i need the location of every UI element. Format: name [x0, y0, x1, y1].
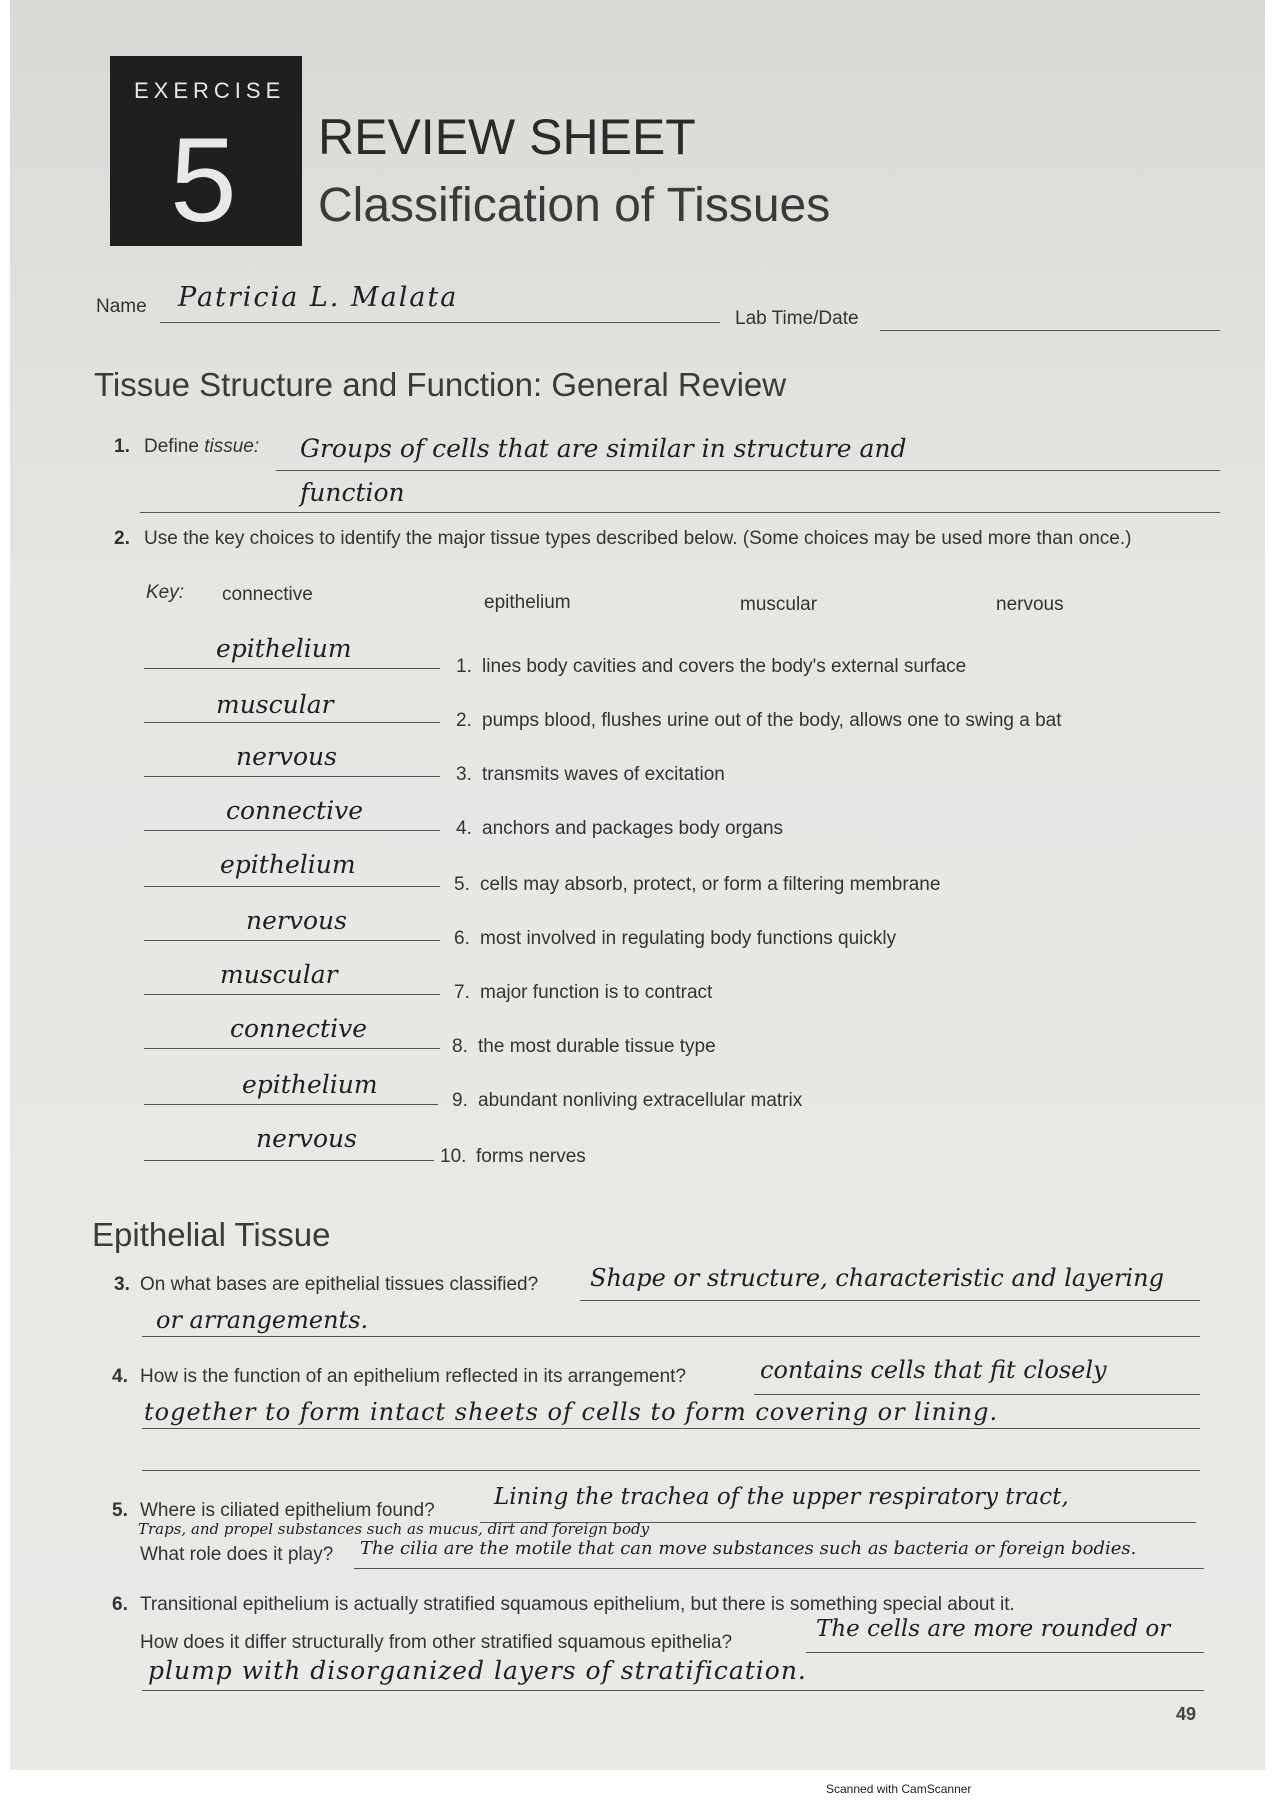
exercise-label: EXERCISE	[134, 78, 286, 103]
item-text: pumps blood, flushes urine out of the body, allows one to swing a bat	[482, 710, 1062, 731]
q6-text-a: Transitional epithelium is actually stratified squamous epithelium, but there is something special about it.	[140, 1594, 1015, 1615]
q2-text: Use the key choices to identify the major tissue types described below. (Some choices may be used more than once.)	[144, 528, 1132, 549]
q3-line-2	[142, 1336, 1200, 1337]
q2-answer-5[interactable]: epithelium	[220, 850, 356, 879]
q6-line-1	[806, 1652, 1204, 1653]
q5-line-2	[354, 1568, 1204, 1569]
labtime-label: Lab Time/Date	[735, 308, 859, 329]
q3-number: 3.	[114, 1274, 130, 1295]
name-field[interactable]: Patricia L. Malata	[178, 282, 459, 313]
q4-answer-line-1[interactable]: contains cells that fit closely	[760, 1356, 1107, 1384]
answer-line	[144, 722, 440, 723]
key-epithelium: epithelium	[484, 592, 571, 613]
q4-line-2	[142, 1428, 1200, 1429]
item-number: 5.	[454, 874, 470, 895]
answer-line	[144, 886, 440, 887]
q6-line-2	[142, 1690, 1204, 1691]
q2-answer-9[interactable]: epithelium	[242, 1070, 378, 1099]
q5-number: 5.	[112, 1500, 128, 1521]
q1-answer-line-1[interactable]: Groups of cells that are similar in structure and	[300, 434, 907, 463]
item-text: anchors and packages body organs	[482, 818, 784, 839]
exercise-badge	[110, 56, 302, 246]
item-text: major function is to contract	[480, 982, 713, 1003]
q3-text: On what bases are epithelial tissues classified?	[140, 1274, 539, 1295]
q5-answer-a-note[interactable]: Traps, and propel substances such as mucus, dirt and foreign body	[138, 1520, 650, 1538]
item-number: 1.	[456, 656, 472, 677]
item-text: abundant nonliving extracellular matrix	[478, 1090, 803, 1111]
answer-line	[144, 1048, 440, 1049]
q2-answer-1[interactable]: epithelium	[216, 634, 352, 663]
q1-text: Define tissue:	[144, 436, 260, 457]
q2-answer-3[interactable]: nervous	[236, 742, 337, 771]
key-muscular: muscular	[740, 594, 818, 615]
q1-answer-line-2[interactable]: function	[300, 478, 405, 507]
q4-answer-line-2[interactable]: together to form intact sheets of cells to form covering or lining.	[144, 1398, 999, 1426]
section-epithelial-heading: Epithelial Tissue	[92, 1216, 331, 1253]
q2-answer-10[interactable]: nervous	[256, 1124, 357, 1153]
q2-answer-7[interactable]: muscular	[220, 960, 338, 989]
q3-line-1	[580, 1300, 1200, 1301]
answer-line	[144, 776, 440, 777]
item-text: forms nerves	[476, 1146, 586, 1167]
q1-line-2	[140, 512, 1220, 513]
item-number: 4.	[456, 818, 472, 839]
q4-number: 4.	[112, 1366, 128, 1387]
page-number: 49	[1176, 1704, 1197, 1724]
answer-line	[144, 940, 440, 941]
q4-line-3	[142, 1470, 1200, 1471]
item-number: 7.	[454, 982, 470, 1003]
review-sheet-page	[10, 0, 1265, 1770]
item-text: most involved in regulating body functions quickly	[480, 928, 897, 949]
item-number: 3.	[456, 764, 472, 785]
answer-line	[144, 1104, 438, 1105]
item-text: lines body cavities and covers the body's external surface	[482, 656, 967, 677]
item-number: 8.	[452, 1036, 468, 1057]
q3-answer-line-1[interactable]: Shape or structure, characteristic and layering	[590, 1264, 1164, 1292]
q5-text-b: What role does it play?	[140, 1544, 334, 1565]
page-subtitle: Classification of Tissues	[318, 179, 831, 232]
answer-line	[144, 830, 440, 831]
q6-answer-line-2[interactable]: plump with disorganized layers of stratification.	[148, 1656, 807, 1685]
q2-answer-8[interactable]: connective	[230, 1014, 368, 1043]
key-connective: connective	[222, 584, 313, 605]
q5-answer-b[interactable]: The cilia are the motile that can move substances such as bacteria or foreign bodies.	[360, 1538, 1137, 1559]
item-text: transmits waves of excitation	[482, 764, 725, 785]
q2-answer-4[interactable]: connective	[226, 796, 364, 825]
q6-answer-line-1[interactable]: The cells are more rounded or	[816, 1616, 1171, 1642]
key-nervous: nervous	[996, 594, 1064, 615]
answer-line	[144, 994, 440, 995]
item-text: cells may absorb, protect, or form a filtering membrane	[480, 874, 941, 895]
q4-text: How is the function of an epithelium reflected in its arrangement?	[140, 1366, 687, 1387]
exercise-number: 5	[170, 113, 237, 247]
item-number: 6.	[454, 928, 470, 949]
section-general-review-heading: Tissue Structure and Function: General Review	[94, 366, 787, 403]
name-line	[160, 322, 720, 323]
q3-answer-line-2[interactable]: or arrangements.	[156, 1306, 369, 1334]
q2-answer-6[interactable]: nervous	[246, 906, 347, 935]
item-text: the most durable tissue type	[478, 1036, 716, 1057]
q1-line-1	[276, 470, 1220, 471]
item-number: 9.	[452, 1090, 468, 1111]
q5-text-a: Where is ciliated epithelium found?	[140, 1500, 435, 1521]
item-number: 10.	[440, 1146, 467, 1167]
q2-number: 2.	[114, 528, 130, 549]
answer-line	[144, 1160, 434, 1161]
page-title: REVIEW SHEET	[318, 109, 696, 165]
name-label: Name	[96, 296, 147, 317]
q5-answer-a[interactable]: Lining the trachea of the upper respiratory tract,	[494, 1484, 1069, 1510]
q2-answer-2[interactable]: muscular	[216, 690, 334, 719]
answer-line	[144, 668, 440, 669]
q6-text-b: How does it differ structurally from other stratified squamous epithelia?	[140, 1632, 733, 1653]
item-number: 2.	[456, 710, 472, 731]
key-label: Key:	[146, 582, 185, 603]
q4-line-1	[754, 1394, 1200, 1395]
q1-number: 1.	[114, 436, 130, 457]
q6-number: 6.	[112, 1594, 128, 1615]
scanner-watermark: Scanned with CamScanner	[826, 1782, 972, 1796]
labtime-line	[880, 330, 1220, 331]
